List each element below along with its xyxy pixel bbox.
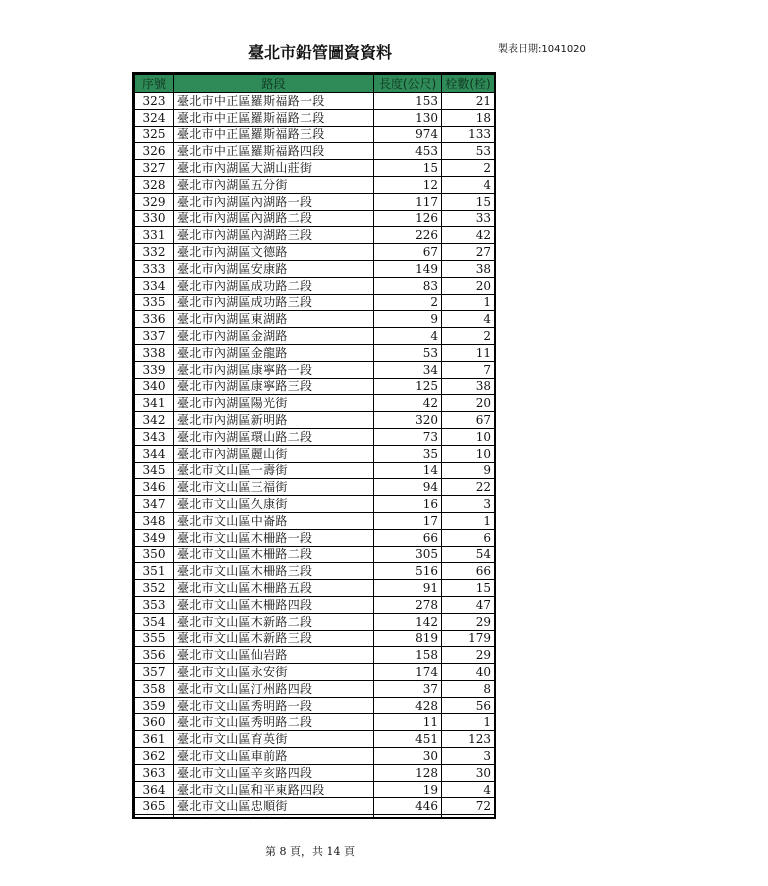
row-serial-number: 355 [135,630,174,647]
row-length: 34 [374,361,442,378]
row-serial-number: 349 [135,529,174,546]
document-title: 臺北市鉛管圖資資料 [247,43,392,62]
table-row [135,647,495,664]
row-serial-number: 334 [135,277,174,294]
row-serial-number: 336 [135,311,174,328]
table-row [135,580,495,597]
row-hydrant-count: 3 [442,748,495,765]
row-serial-number: 323 [135,93,174,110]
row-serial-number: 330 [135,210,174,227]
row-hydrant-count: 40 [442,664,495,681]
row-length: 91 [374,580,442,597]
row-serial-number: 329 [135,193,174,210]
row-serial-number: 339 [135,361,174,378]
row-road-section: 臺北市文山區木柵路二段 [174,546,374,563]
row-length: 67 [374,244,442,261]
row-road-section: 臺北市內湖區五分街 [174,176,374,193]
row-serial-number: 348 [135,512,174,529]
row-serial-number: 325 [135,126,174,143]
row-serial-number: 365 [135,798,174,815]
row-hydrant-count: 2 [442,160,495,177]
row-road-section: 臺北市內湖區安康路 [174,260,374,277]
row-serial-number: 361 [135,731,174,748]
row-road-section: 臺北市文山區忠順街 [174,798,374,815]
row-length: 9 [374,311,442,328]
header-hydrant-count: 栓數(栓) [442,75,495,93]
row-road-section: 臺北市中正區羅斯福路三段 [174,126,374,143]
row-hydrant-count: 54 [442,546,495,563]
row-serial-number: 333 [135,260,174,277]
row-hydrant-count: 10 [442,445,495,462]
row-road-section: 臺北市內湖區環山路二段 [174,428,374,445]
row-hydrant-count: 53 [442,143,495,160]
row-road-section: 臺北市文山區三福街 [174,479,374,496]
lead-pipe-table-container [132,72,496,819]
table-row [135,680,495,697]
page-footer: 第 8 頁，共 14 頁 [265,845,355,858]
row-length: 128 [374,764,442,781]
table-row [135,596,495,613]
row-road-section: 臺北市文山區和平東路四段 [174,781,374,798]
row-serial-number: 344 [135,445,174,462]
row-hydrant-count: 42 [442,227,495,244]
row-serial-number: 341 [135,395,174,412]
row-serial-number: 360 [135,714,174,731]
row-length: 35 [374,445,442,462]
row-hydrant-count: 38 [442,260,495,277]
row-hydrant-count: 72 [442,798,495,815]
row-serial-number: 359 [135,697,174,714]
row-serial-number: 332 [135,244,174,261]
row-length: 117 [374,193,442,210]
row-serial-number: 331 [135,227,174,244]
table-row [135,664,495,681]
row-serial-number: 353 [135,596,174,613]
report-date: 製表日期:1041020 [498,44,586,55]
row-hydrant-count: 56 [442,697,495,714]
row-road-section: 臺北市內湖區麗山街 [174,445,374,462]
row-serial-number: 337 [135,328,174,345]
row-road-section [174,815,374,819]
table-row [135,311,495,328]
row-hydrant-count: 179 [442,630,495,647]
table-row [135,445,495,462]
row-serial-number: 354 [135,613,174,630]
table-row [135,462,495,479]
row-hydrant-count: 20 [442,277,495,294]
row-length: 4 [374,328,442,345]
table-row [135,109,495,126]
row-length: 73 [374,428,442,445]
row-road-section: 臺北市文山區車前路 [174,748,374,765]
row-length: 130 [374,109,442,126]
table-row [135,428,495,445]
row-hydrant-count: 8 [442,680,495,697]
row-hydrant-count: 1 [442,714,495,731]
row-length: 305 [374,546,442,563]
row-road-section: 臺北市內湖區內湖路二段 [174,210,374,227]
row-serial-number: 335 [135,294,174,311]
row-road-section: 臺北市內湖區康寧路一段 [174,361,374,378]
table-row [135,563,495,580]
table-row [135,512,495,529]
row-length: 226 [374,227,442,244]
row-road-section: 臺北市文山區木柵路三段 [174,563,374,580]
row-length: 66 [374,529,442,546]
row-length: 453 [374,143,442,160]
row-road-section: 臺北市內湖區內湖路三段 [174,227,374,244]
row-serial-number: 340 [135,378,174,395]
table-row [135,260,495,277]
row-hydrant-count: 6 [442,529,495,546]
row-hydrant-count: 66 [442,563,495,580]
table-row [135,378,495,395]
row-hydrant-count: 38 [442,378,495,395]
row-serial-number: 351 [135,563,174,580]
row-serial-number: 345 [135,462,174,479]
row-length: 42 [374,395,442,412]
table-row [135,93,495,110]
table-header-row [135,75,495,93]
row-serial-number: 343 [135,428,174,445]
row-road-section: 臺北市文山區秀明路二段 [174,714,374,731]
row-serial-number [135,815,174,819]
row-road-section: 臺北市文山區秀明路一段 [174,697,374,714]
row-road-section: 臺北市文山區辛亥路四段 [174,764,374,781]
row-length: 126 [374,210,442,227]
row-hydrant-count: 47 [442,596,495,613]
row-road-section: 臺北市內湖區成功路二段 [174,277,374,294]
table-row [135,815,495,819]
row-length: 142 [374,613,442,630]
row-road-section: 臺北市內湖區陽光街 [174,395,374,412]
row-hydrant-count: 20 [442,395,495,412]
row-serial-number: 352 [135,580,174,597]
row-road-section: 臺北市內湖區東湖路 [174,311,374,328]
row-hydrant-count: 22 [442,479,495,496]
row-length: 19 [374,781,442,798]
row-road-section: 臺北市內湖區文德路 [174,244,374,261]
table-row [135,781,495,798]
row-serial-number: 358 [135,680,174,697]
row-road-section: 臺北市文山區木柵路五段 [174,580,374,597]
row-length: 819 [374,630,442,647]
row-serial-number: 328 [135,176,174,193]
row-road-section: 臺北市內湖區大湖山莊街 [174,160,374,177]
row-length: 11 [374,714,442,731]
row-length: 278 [374,596,442,613]
table-row [135,731,495,748]
table-row [135,210,495,227]
table-row [135,328,495,345]
row-road-section: 臺北市文山區木新路三段 [174,630,374,647]
row-road-section: 臺北市文山區汀州路四段 [174,680,374,697]
row-serial-number: 324 [135,109,174,126]
row-hydrant-count: 11 [442,344,495,361]
row-serial-number: 356 [135,647,174,664]
row-length: 320 [374,412,442,429]
row-length: 53 [374,344,442,361]
table-row [135,764,495,781]
row-hydrant-count: 9 [442,462,495,479]
row-road-section: 臺北市內湖區金龍路 [174,344,374,361]
row-length: 149 [374,260,442,277]
row-length [374,815,442,819]
row-length: 15 [374,160,442,177]
table-row [135,361,495,378]
header-length-meters: 長度(公尺) [374,75,442,93]
lead-pipe-table [134,74,495,819]
row-length: 446 [374,798,442,815]
row-serial-number: 346 [135,479,174,496]
row-road-section: 臺北市中正區羅斯福路二段 [174,109,374,126]
row-hydrant-count: 67 [442,412,495,429]
header-road-section: 路段 [174,75,374,93]
row-hydrant-count: 15 [442,580,495,597]
row-length: 16 [374,496,442,513]
row-length: 83 [374,277,442,294]
row-hydrant-count: 4 [442,311,495,328]
table-row [135,193,495,210]
row-road-section: 臺北市內湖區金湖路 [174,328,374,345]
row-serial-number: 347 [135,496,174,513]
row-length: 12 [374,176,442,193]
row-road-section: 臺北市文山區木柵路一段 [174,529,374,546]
table-row [135,479,495,496]
row-length: 14 [374,462,442,479]
row-road-section: 臺北市文山區仙岩路 [174,647,374,664]
table-row [135,244,495,261]
table-row [135,395,495,412]
table-row [135,126,495,143]
row-serial-number: 363 [135,764,174,781]
row-serial-number: 342 [135,412,174,429]
row-length: 174 [374,664,442,681]
row-length: 30 [374,748,442,765]
table-row [135,529,495,546]
row-length: 2 [374,294,442,311]
row-serial-number: 357 [135,664,174,681]
row-hydrant-count: 4 [442,176,495,193]
row-length: 17 [374,512,442,529]
table-row [135,160,495,177]
row-length: 94 [374,479,442,496]
row-serial-number: 338 [135,344,174,361]
row-serial-number: 362 [135,748,174,765]
row-hydrant-count: 3 [442,496,495,513]
row-hydrant-count: 7 [442,361,495,378]
row-road-section: 臺北市中正區羅斯福路四段 [174,143,374,160]
row-hydrant-count: 2 [442,328,495,345]
row-hydrant-count: 29 [442,647,495,664]
row-road-section: 臺北市內湖區新明路 [174,412,374,429]
table-row [135,412,495,429]
table-row [135,143,495,160]
row-road-section: 臺北市內湖區康寧路三段 [174,378,374,395]
row-length: 974 [374,126,442,143]
table-row [135,613,495,630]
row-road-section: 臺北市文山區永安街 [174,664,374,681]
row-length: 158 [374,647,442,664]
row-hydrant-count: 21 [442,93,495,110]
row-serial-number: 326 [135,143,174,160]
row-hydrant-count: 4 [442,781,495,798]
row-road-section: 臺北市內湖區成功路三段 [174,294,374,311]
table-row [135,714,495,731]
row-hydrant-count [442,815,495,819]
row-length: 37 [374,680,442,697]
row-road-section: 臺北市文山區木新路二段 [174,613,374,630]
table-row [135,748,495,765]
table-row [135,294,495,311]
row-hydrant-count: 10 [442,428,495,445]
row-hydrant-count: 15 [442,193,495,210]
row-length: 428 [374,697,442,714]
row-road-section: 臺北市文山區木柵路四段 [174,596,374,613]
table-row [135,496,495,513]
row-road-section: 臺北市文山區久康街 [174,496,374,513]
row-length: 153 [374,93,442,110]
row-length: 451 [374,731,442,748]
header-serial-number: 序號 [135,75,174,93]
table-row [135,630,495,647]
row-serial-number: 327 [135,160,174,177]
row-hydrant-count: 27 [442,244,495,261]
row-road-section: 臺北市中正區羅斯福路一段 [174,93,374,110]
table-row [135,697,495,714]
row-road-section: 臺北市文山區中崙路 [174,512,374,529]
row-road-section: 臺北市內湖區內湖路一段 [174,193,374,210]
table-row [135,546,495,563]
row-hydrant-count: 33 [442,210,495,227]
table-row [135,798,495,815]
row-hydrant-count: 29 [442,613,495,630]
row-length: 125 [374,378,442,395]
row-hydrant-count: 30 [442,764,495,781]
row-hydrant-count: 18 [442,109,495,126]
row-serial-number: 350 [135,546,174,563]
row-road-section: 臺北市文山區育英街 [174,731,374,748]
table-body [135,93,495,820]
row-hydrant-count: 123 [442,731,495,748]
row-length: 516 [374,563,442,580]
table-row [135,344,495,361]
row-hydrant-count: 1 [442,294,495,311]
row-serial-number: 364 [135,781,174,798]
row-hydrant-count: 1 [442,512,495,529]
table-row [135,277,495,294]
table-row [135,176,495,193]
row-hydrant-count: 133 [442,126,495,143]
table-row [135,227,495,244]
row-road-section: 臺北市文山區一壽街 [174,462,374,479]
